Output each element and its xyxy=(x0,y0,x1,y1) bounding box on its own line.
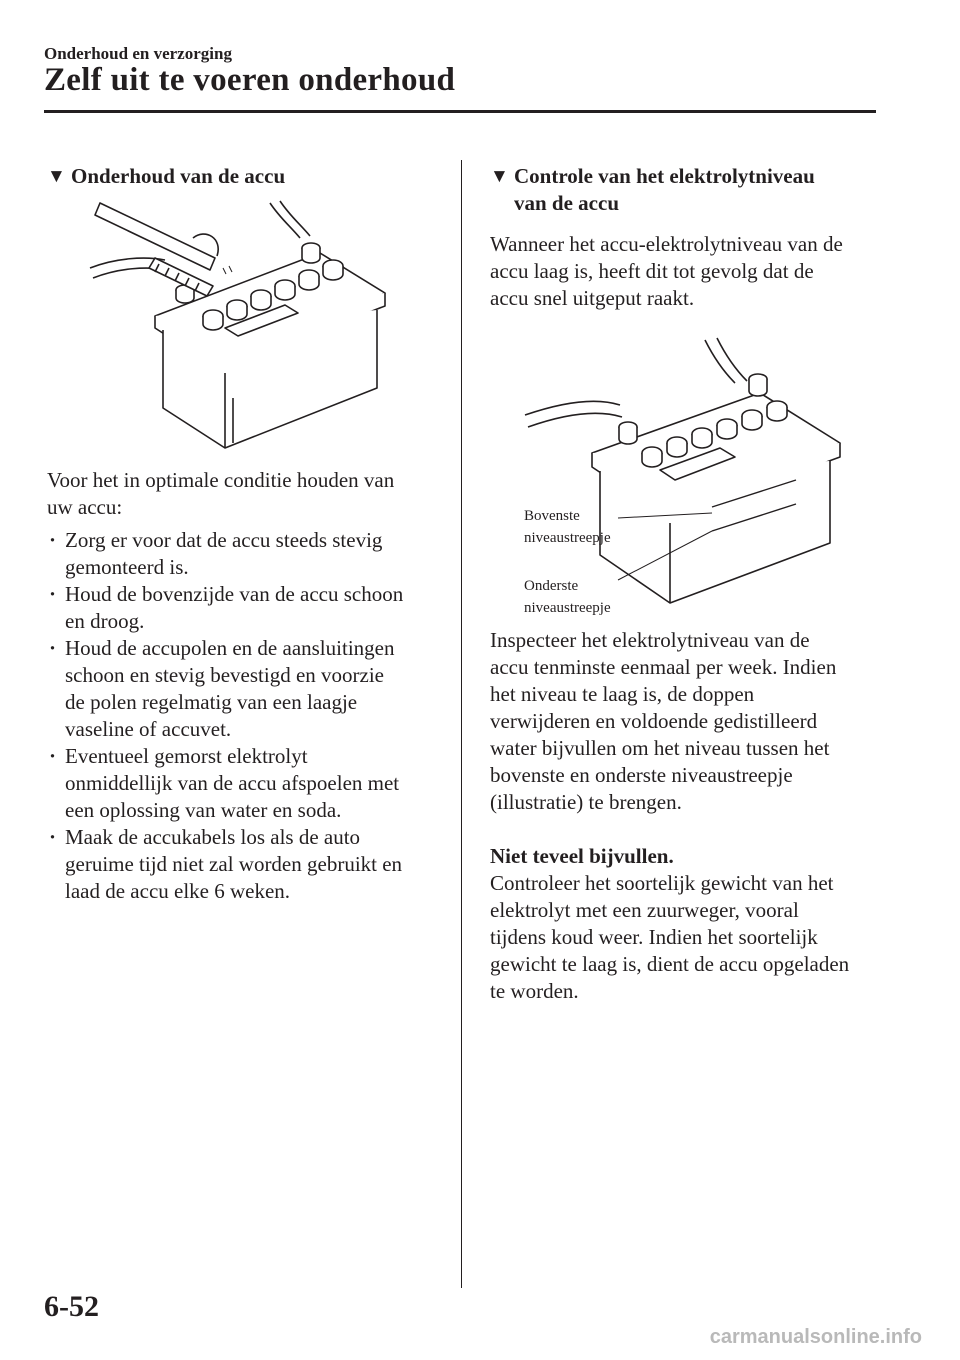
right-heading-block xyxy=(490,163,890,217)
triangle-icon: ▼ xyxy=(490,166,509,187)
label-line: Bovenste xyxy=(524,508,580,524)
body-line: Wanneer het accu-elektrolytniveau van de xyxy=(490,232,843,256)
body-line: gewicht te laag is, dient de accu opgeladen xyxy=(490,952,850,976)
list-item-line: Maak de accukabels los als de auto xyxy=(65,825,361,849)
column-divider xyxy=(461,160,462,1288)
body-line: accu snel uitgeput raakt. xyxy=(490,286,695,310)
body-line: het niveau te laag is, de doppen xyxy=(490,682,755,706)
bullet-icon: · xyxy=(49,528,57,552)
list-item-line: geruime tijd niet zal worden gebruikt en xyxy=(65,852,403,876)
body-line: tijdens koud weer. Indien het soortelijk xyxy=(490,925,818,949)
right-intro xyxy=(490,231,890,312)
list-item xyxy=(47,824,447,905)
left-heading-block xyxy=(47,163,447,190)
list-item xyxy=(47,581,447,635)
heading-text: van de accu xyxy=(514,191,619,215)
list-item-line: een oplossing van water en soda. xyxy=(65,798,342,822)
body-line: Inspecteer het elektrolytniveau van de xyxy=(490,628,810,652)
body-line: elektrolyt met een zuurweger, vooral xyxy=(490,898,799,922)
body-line: accu laag is, heeft dit tot gevolg dat de xyxy=(490,259,814,283)
bullet-icon: · xyxy=(49,582,57,606)
label-upper-level xyxy=(524,505,611,549)
list-item-line: gemonteerd is. xyxy=(65,555,189,579)
body-line: bovenste en onderste niveaustreepje xyxy=(490,763,793,787)
list-item-line: de polen regelmatig van een laagje xyxy=(65,690,358,714)
chapter-label: Onderhoud en verzorging xyxy=(44,44,232,63)
list-item-line: vaseline of accuvet. xyxy=(65,717,232,741)
bullet-icon: · xyxy=(49,636,57,660)
title-rule xyxy=(44,110,876,113)
list-item-line: schoon en stevig bevestigd en voorzie xyxy=(65,663,384,687)
list-item-line: Houd de bovenzijde van de accu schoon xyxy=(65,582,404,606)
body-line: verwijderen en voldoende gedistilleerd xyxy=(490,709,818,733)
section-heading-battery-maintenance xyxy=(47,163,447,190)
list-item-line: onmiddellijk van de accu afspoelen met xyxy=(65,771,400,795)
heading-text: Onderhoud van de accu xyxy=(71,164,286,188)
label-line: niveaustreepje xyxy=(524,530,611,546)
bullet-icon: · xyxy=(49,825,57,849)
list-item-line: en droog. xyxy=(65,609,145,633)
left-body xyxy=(47,467,447,905)
body-line: te worden. xyxy=(490,979,579,1003)
list-item-line: Eventueel gemorst elektrolyt xyxy=(65,744,308,768)
label-lower-level xyxy=(524,575,611,619)
triangle-icon: ▼ xyxy=(47,166,66,187)
bullet-icon: · xyxy=(49,744,57,768)
list-item xyxy=(47,527,447,581)
page-number: 6-52 xyxy=(44,1290,99,1323)
right-body xyxy=(490,627,890,1005)
warning-line: Niet teveel bijvullen. xyxy=(490,844,674,868)
body-line: water bijvullen om het niveau tussen het xyxy=(490,736,830,760)
list-item-line: laad de accu elke 6 weken. xyxy=(65,879,291,903)
body-line: accu tenminste eenmaal per week. Indien xyxy=(490,655,837,679)
list-item-line: Zorg er voor dat de accu steeds stevig xyxy=(65,528,383,552)
label-line: niveaustreepje xyxy=(524,600,611,616)
list-item xyxy=(47,743,447,824)
body-line: (illustratie) te brengen. xyxy=(490,790,682,814)
label-line: Onderste xyxy=(524,578,579,594)
watermark: carmanualsonline.info xyxy=(709,1326,922,1348)
intro-line: Voor het in optimale conditie houden van xyxy=(47,468,395,492)
list-item-line: Houd de accupolen en de aansluitingen xyxy=(65,636,395,660)
battery-cleaning-illustration xyxy=(85,198,405,460)
page-title: Zelf uit te voeren onderhoud xyxy=(44,62,456,98)
heading-text: Controle van het elektrolytniveau xyxy=(514,164,815,188)
section-heading-electrolyte-check xyxy=(490,163,890,217)
intro-line: uw accu: xyxy=(47,495,123,519)
body-line: Controleer het soortelijk gewicht van het xyxy=(490,871,834,895)
list-item xyxy=(47,635,447,743)
